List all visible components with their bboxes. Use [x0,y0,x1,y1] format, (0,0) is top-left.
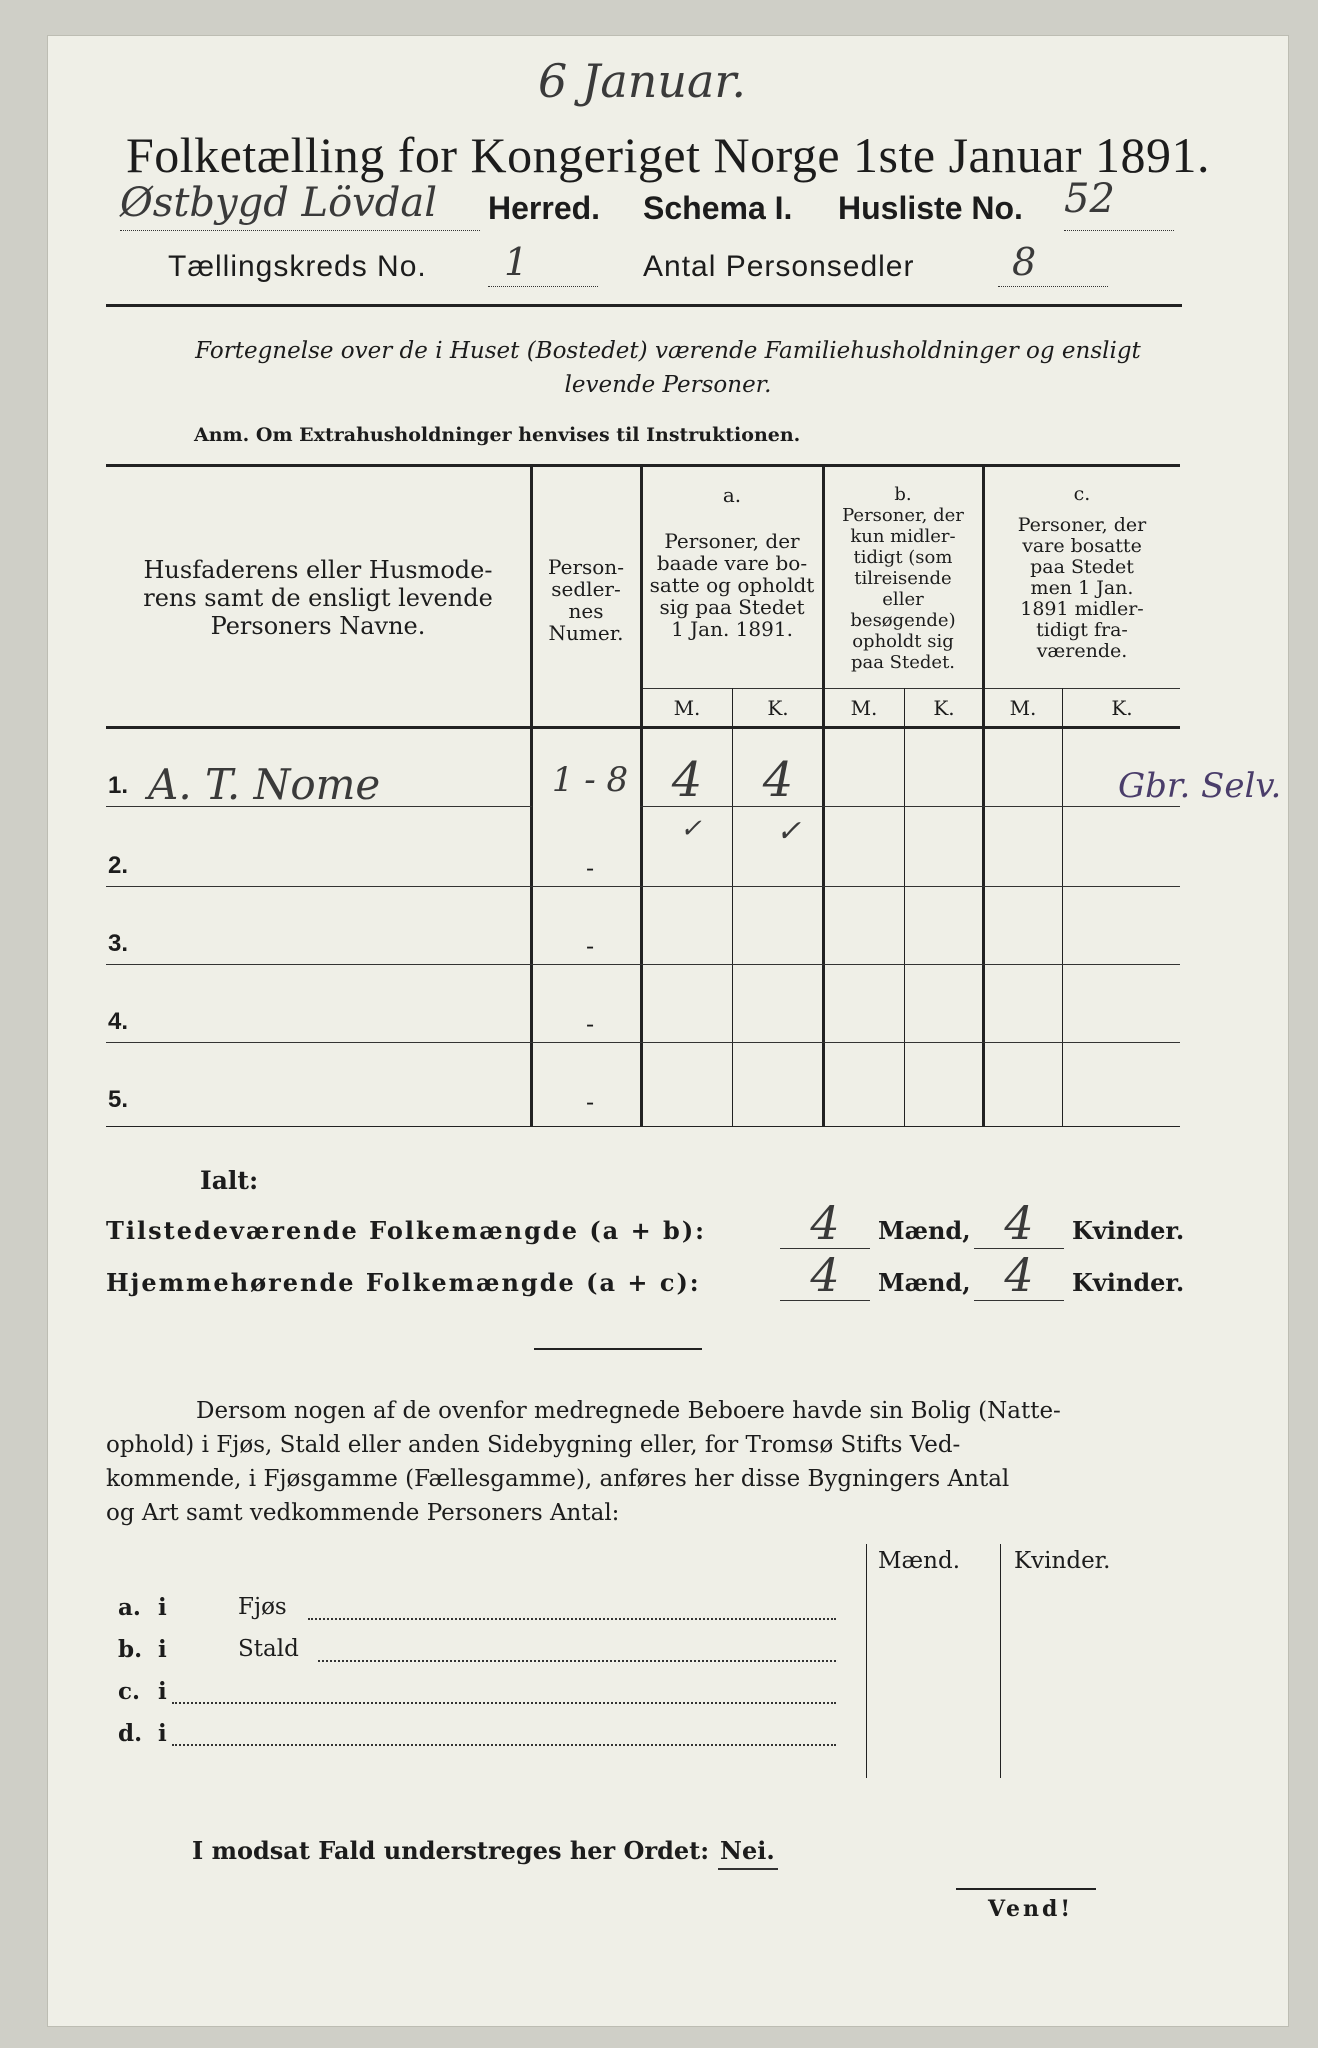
anm-note: Anm. Om Extrahusholdninger henvises til Instruktionen. [194,424,801,446]
bottom-kvinder-header: Kvinder. [1014,1548,1111,1574]
row-5-persnum: - [585,1088,595,1116]
row-2-persnum: - [585,854,595,882]
table-header-bottom-rule [106,726,1180,729]
col-b-letter: b. [894,484,912,505]
header-rule [106,304,1182,307]
vend-rule [956,1888,1096,1890]
tilstede-maend-value: 4 [810,1196,840,1250]
col-c-header [984,484,1180,662]
hjemme-kvinder-underline [974,1300,1064,1301]
handwritten-date: 6 Januar. [538,54,746,108]
col-b-line: tidigt (som [853,547,953,568]
col-divider-b-mk [904,688,905,1126]
item-i: i [158,1678,167,1705]
hjemme-maend-label: Mænd, [878,1268,971,1297]
row-1-a-k: 4 [762,752,794,808]
section-divider [534,1348,702,1350]
bygning-paragraph [106,1394,1182,1530]
b-m-label: M. [850,696,878,720]
a-m-label: M. [673,696,701,720]
row-1-name: A. T. Nome [148,760,381,809]
intro-line-2: levende Personer. [564,372,772,398]
row-4-persnum: - [585,1010,595,1038]
col-a-letter: a. [722,483,742,507]
para-line: kommende, i Fjøsgamme (Fællesgamme), anføres her disse Bygningers Antal [106,1466,1010,1492]
item-label-stald: Stald [238,1636,299,1662]
page-title: Folketælling for Kongeriget Norge 1ste Januar 1891. [125,127,1211,183]
col-b-header [824,484,982,673]
schema-label: Schema I. [643,190,793,226]
c-k-label: K. [1111,696,1133,720]
item-i: i [158,1720,167,1747]
item-letter: b. [118,1636,143,1663]
col-num-line: nes [568,599,604,623]
a-k-label: K. [767,696,789,720]
ialt-label: Ialt: [200,1166,259,1195]
col-num-line: Numer. [548,621,624,645]
col-a-line: baade vare bo- [656,551,808,575]
tilstede-kvinder-label: Kvinder. [1072,1216,1185,1245]
table-bottom-rule [106,1126,1180,1127]
item-dots [308,1618,836,1620]
hjemme-kvinder-value: 4 [1004,1248,1034,1302]
col-b-line: eller [882,589,924,610]
item-i: i [158,1636,167,1663]
row-1-note: Gbr. Selv. [1118,766,1282,806]
item-i: i [158,1594,167,1621]
herred-value: Østbygd Lövdal [120,180,438,226]
item-letter: c. [118,1678,141,1705]
row-3-number: 3. [108,930,129,957]
husliste-value: 52 [1064,176,1115,222]
col-b-line: tilreisende [854,568,952,589]
item-dots [172,1744,836,1746]
tilstede-label: Tilstedeværende Folkemængde (a + b): [106,1216,707,1245]
col-c-letter: c. [1073,483,1091,505]
col-c-line: vare bosatte [1022,535,1142,557]
item-label-fjos: Fjøs [238,1594,287,1620]
row-4-line [106,1042,1180,1043]
row-1-number: 1. [108,772,129,799]
col-c-line: Personer, der [1017,514,1147,536]
row-1-persnum: 1 - 8 [551,760,629,800]
tilstede-kvinder-value: 4 [1004,1196,1034,1250]
row-2-number: 2. [108,852,129,879]
col-name-header [108,556,528,640]
taellingskreds-underline [488,286,598,287]
hjemme-kvinder-label: Kvinder. [1072,1268,1185,1297]
item-dots [172,1702,836,1704]
row-1-check-m-icon: ✓ [680,814,702,844]
item-letter: d. [118,1720,143,1747]
hjemme-maend-value: 4 [810,1248,840,1302]
para-line: Dersom nogen af de ovenfor medregnede Beboere havde sin Bolig (Natte- [196,1398,1061,1424]
row-3-persnum: - [585,932,595,960]
item-dots [318,1660,836,1662]
nei-word: Nei. [720,1836,775,1865]
taellingskreds-label: Tællingskreds No. [168,250,427,283]
col-num-line: Person- [548,555,624,579]
bottom-col-divider-1 [866,1544,867,1778]
husliste-underline [1064,230,1174,231]
col-b-line: Personer, der [842,505,964,526]
col-num-line: sedler- [551,577,621,601]
hjemme-maend-underline [780,1300,870,1301]
row-3-line [106,964,1180,965]
col-b-line: opholdt sig [852,631,954,652]
mk-top-rule [640,688,1180,689]
row-2-line [106,886,1180,887]
c-m-label: M. [1009,696,1037,720]
bottom-col-divider-2 [1000,1544,1001,1778]
col-c-line: værende. [1036,640,1128,662]
row-1-a-m: 4 [671,752,703,808]
antal-underline [998,286,1108,287]
col-c-line: paa Stedet [1030,556,1134,578]
taellingskreds-value: 1 [504,240,529,284]
census-form-page [48,36,1288,2026]
col-name-line: Personers Navne. [210,612,426,640]
table-top-rule [106,464,1180,467]
col-b-line: paa Stedet. [850,652,956,673]
col-b-line: kun midler- [850,526,956,547]
vend-label: Vend! [988,1896,1074,1922]
tilstede-maend-label: Mænd, [878,1216,971,1245]
para-line: ophold) i Fjøs, Stald eller anden Sidebygning eller, for Tromsø Stifts Ved- [106,1432,961,1458]
row-4-number: 4. [108,1008,129,1035]
herred-underline [120,230,480,231]
bottom-maend-header: Mænd. [878,1548,961,1574]
hjemme-label: Hjemmehørende Folkemængde (a + c): [106,1268,701,1297]
row-5-number: 5. [108,1086,129,1113]
col-a-line: 1 Jan. 1891. [671,617,793,641]
col-name-line: Husfaderens eller Husmode- [143,556,493,584]
antal-value: 8 [1012,240,1037,284]
intro-line-1: Fortegnelse over de i Huset (Bostedet) værende Familiehusholdninger og ensligt [195,338,1141,364]
col-num-header [532,556,640,644]
col-c-line: tidigt fra- [1036,619,1128,641]
antal-label: Antal Personsedler [643,250,915,283]
col-a-line: sig paa Stedet [659,595,805,619]
modsat-text: I modsat Fald understreges her Ordet: [192,1836,710,1865]
husliste-label: Husliste No. [838,190,1023,226]
item-letter: a. [118,1594,141,1621]
col-a-line: Personer, der [664,529,800,553]
bygning-list [118,1594,858,1774]
row-1-check-k-icon: ✓ [776,814,802,849]
col-divider-a-mk [732,688,733,1126]
col-b-line: besøgende) [850,610,956,631]
nei-underline [718,1868,778,1870]
herred-label: Herred. [488,190,601,226]
col-c-line: 1891 midler- [1020,598,1144,620]
col-a-header [642,484,822,640]
b-k-label: K. [933,696,955,720]
col-c-line: men 1 Jan. [1030,577,1134,599]
col-divider-c-mk [1062,688,1063,1126]
col-a-line: satte og opholdt [649,573,815,597]
col-name-line: rens samt de ensligt levende [143,584,493,612]
para-line: og Art samt vedkommende Personers Antal: [106,1500,620,1526]
